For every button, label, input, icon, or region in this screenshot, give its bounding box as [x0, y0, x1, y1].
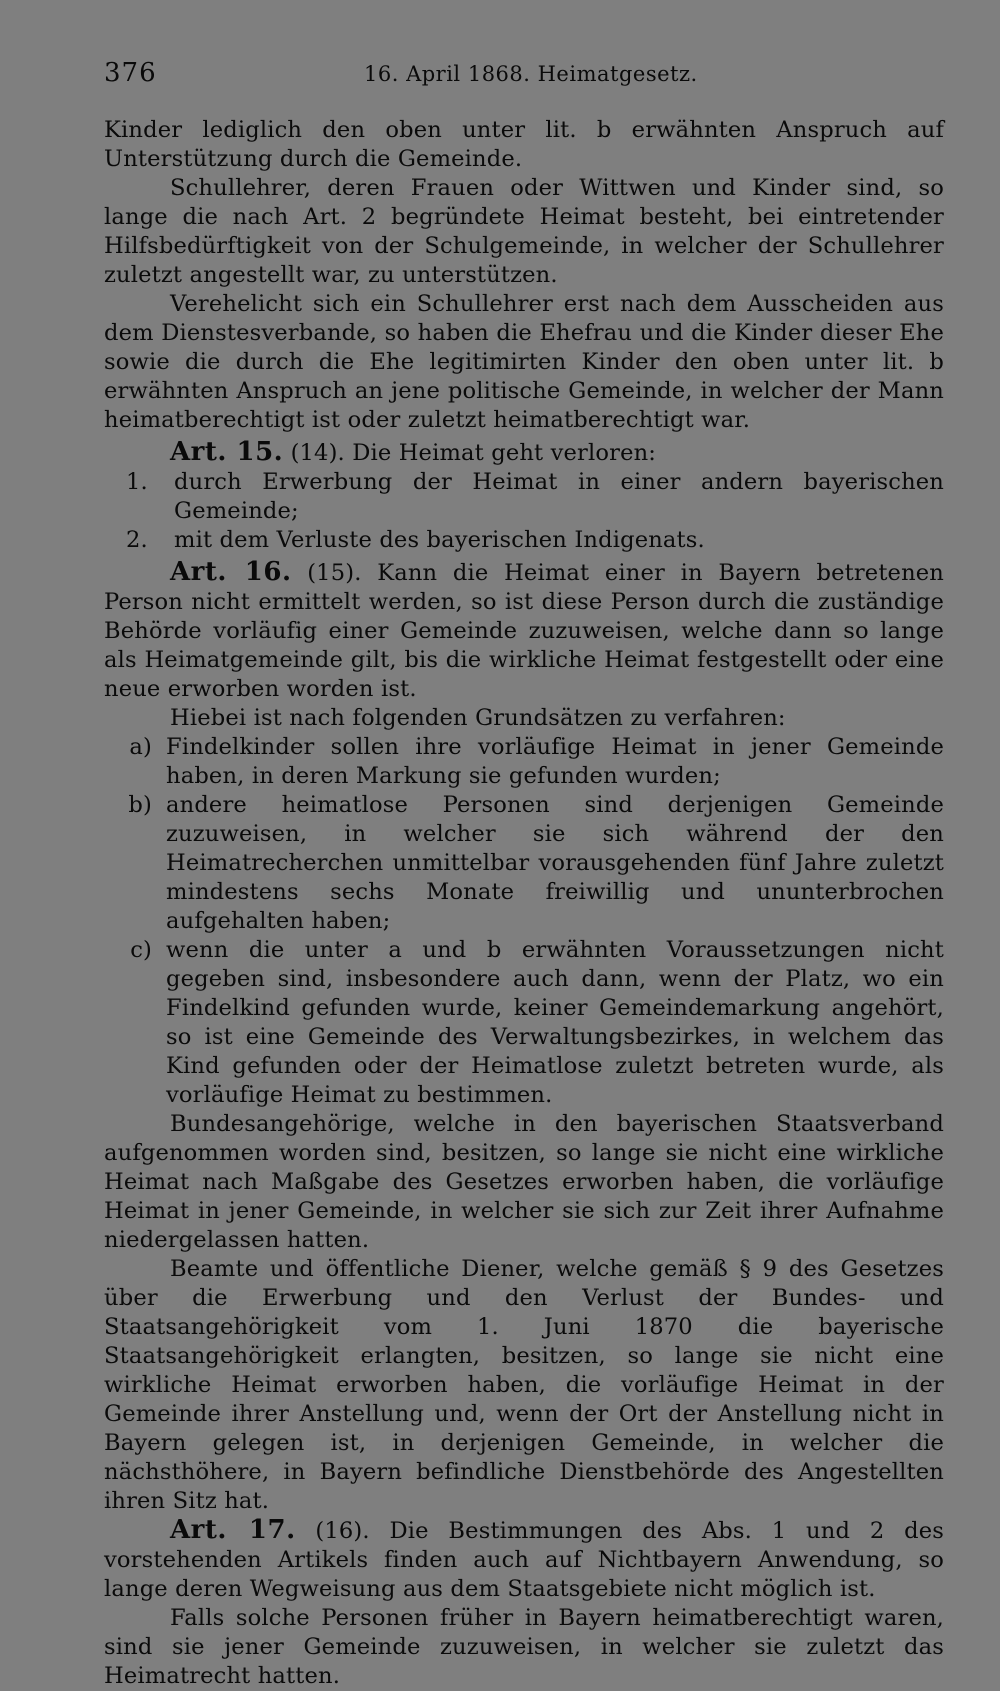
article-17-label: Art. 17.	[170, 1515, 296, 1545]
list-marker: 2.	[126, 527, 148, 553]
article-16-intro: Hiebei ist nach folgenden Grundsätzen zu verfahren:	[170, 705, 786, 731]
list-marker: b)	[128, 792, 152, 818]
list-marker: 1.	[126, 469, 148, 495]
article-17-text: (16). Die Bestimmungen des Abs. 1 und 2 des vorstehenden Artikels finden auch auf Nichtbayern Anwendung, so lange deren Wegweisung aus dem Staatsgebiete nicht möglich ist.	[104, 1518, 944, 1602]
list-item	[104, 791, 944, 936]
list-marker: a)	[129, 734, 152, 760]
list-item	[104, 936, 944, 1110]
article-16-text: (15). Kann die Heimat einer in Bayern betretenen Person nicht ermittelt werden, so ist diese Person durch die zuständige Behörde vorläufig einer Gemeinde zuzuweisen, welche dann so lange als Heimatgemeinde gilt, bis die wirkliche Heimat festgestellt oder eine neue erworben worden ist.	[104, 560, 944, 702]
list-item-text: wenn die unter a und b erwähnten Voraussetzungen nicht gegeben sind, insbesondere auch dann, wenn der Platz, wo ein Findelkind gefunden wurde, keiner Gemeindemarkung angehört, so ist eine Gemeinde des Verwaltungsbezirkes, in welchem das Kind gefunden oder der Heimatlose zuletzt betreten wurde, als vorläufige Heimat zu bestimmen.	[166, 937, 944, 1108]
article-15-text: (14). Die Heimat geht verloren:	[290, 440, 657, 466]
article-17-paragraph	[104, 1516, 944, 1604]
paragraph-verehelicht: Verehelicht sich ein Schullehrer erst nach dem Ausscheiden aus dem Dienstesverbande, so haben die Ehefrau und die Kinder dieser Ehe sowie die durch die Ehe legitimirten Kinder den oben unter lit. b erwähnten Anspruch an jene politische Gemeinde, in welcher der Mann heimatberechtigt ist oder zuletzt heimatberechtigt war.	[104, 291, 944, 433]
paragraph-falls: Falls solche Personen früher in Bayern heimatberechtigt waren, sind sie jener Gemeinde zuzuweisen, in welcher sie zuletzt das Heimatrecht hatten.	[104, 1605, 944, 1689]
list-marker: c)	[130, 937, 152, 963]
page-header	[104, 58, 944, 102]
running-title: 16. April 1868. Heimatgesetz.	[364, 62, 698, 86]
article-15-heading	[104, 438, 944, 468]
article-15-label: Art. 15.	[170, 437, 284, 467]
list-item	[104, 733, 944, 791]
list-item-text: Findelkinder sollen ihre vorläufige Heimat in jener Gemeinde haben, in deren Markung sie gefunden wurden;	[166, 734, 944, 789]
paragraph-schullehrer: Schullehrer, deren Frauen oder Wittwen und Kinder sind, so lange die nach Art. 2 begründete Heimat besteht, bei eintretender Hilfsbedürftigkeit von der Schulgemeinde, in welcher der Schullehrer zuletzt angestellt war, zu unterstützen.	[104, 175, 944, 288]
list-item-text: durch Erwerbung der Heimat in einer andern bayerischen Gemeinde;	[174, 469, 944, 524]
article-16-paragraph	[104, 558, 944, 704]
list-item	[104, 468, 944, 526]
article-16-label: Art. 16.	[170, 557, 292, 587]
paragraph-bundesangehoerige: Bundesangehörige, welche in den bayerischen Staatsverband aufgenommen worden sind, besitzen, so lange sie nicht eine wirkliche Heimat nach Maßgabe des Gesetzes erworben haben, die vorläufige Heimat in jener Gemeinde, in welcher sie sich zur Zeit ihrer Aufnahme niedergelassen hatten.	[104, 1111, 944, 1253]
paragraph-beamte: Beamte und öffentliche Diener, welche gemäß § 9 des Gesetzes über die Erwerbung und den Verlust der Bundes- und Staatsangehörigkeit vom 1. Juni 1870 die bayerische Staatsangehörigkeit erlangten, besitzen, so lange sie nicht eine wirkliche Heimat erworben haben, die vorläufige Heimat in der Gemeinde ihrer Anstellung und, wenn der Ort der Anstellung nicht in Bayern gelegen ist, in derjenigen Gemeinde, in welcher die nächsthöhere, in Bayern befindliche Dienstbehörde des Angestellten ihren Sitz hat.	[104, 1256, 944, 1514]
list-item	[104, 526, 944, 555]
list-item-text: andere heimatlose Personen sind derjenigen Gemeinde zuzuweisen, in welcher sie sich während der den Heimatrecherchen unmittelbar vorausgehenden fünf Jahre zuletzt mindestens sechs Monate freiwillig und ununterbrochen aufgehalten haben;	[166, 792, 944, 934]
list-item-text: mit dem Verluste des bayerischen Indigenats.	[174, 527, 705, 553]
page-number: 376	[104, 58, 157, 88]
page-body	[104, 116, 944, 1691]
paragraph-continuation: Kinder lediglich den oben unter lit. b erwähnten Anspruch auf Unterstützung durch die Gemeinde.	[104, 117, 944, 172]
